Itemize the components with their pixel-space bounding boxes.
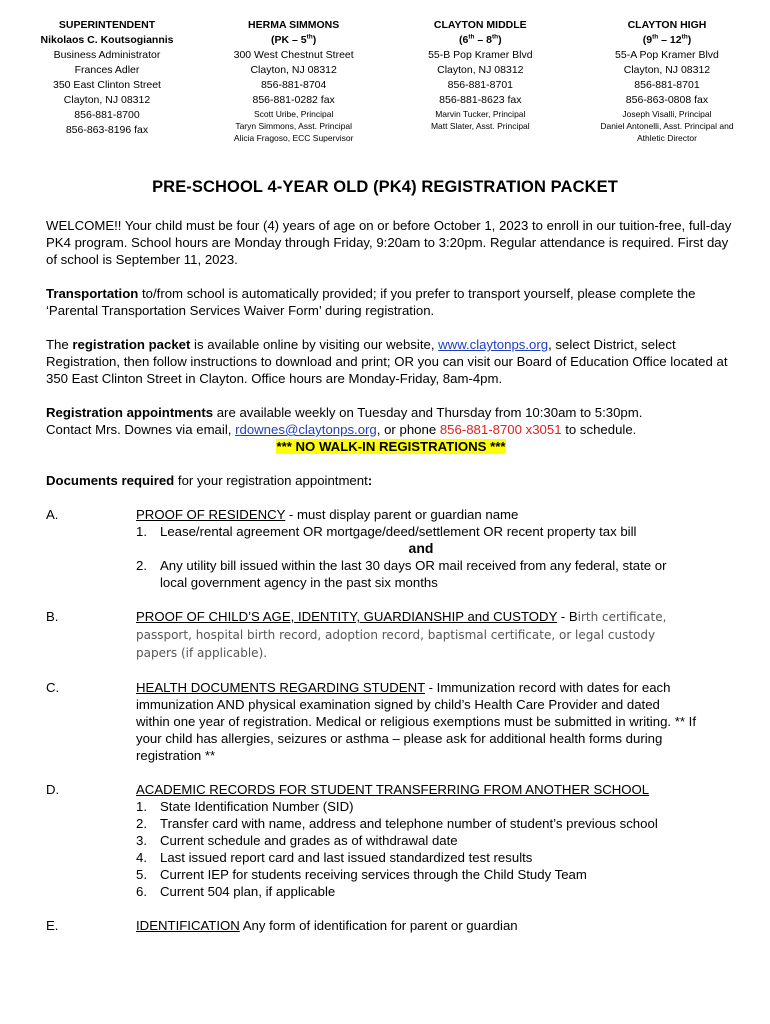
clayton-high-column: [574, 18, 760, 144]
address-line: Business Administrator: [53, 49, 161, 61]
item-academic-records: [46, 781, 736, 900]
staff-line: Alicia Fragoso, ECC Supervisor: [233, 133, 354, 143]
school-title: HERMA SIMMONS: [248, 19, 340, 31]
transportation-paragraph: Transportation to/from school is automatically provided; if you prefer to transport yourself, please complete the ‘Parental Transportation Services Waiver Form’ during registration.: [46, 286, 696, 318]
no-walk-in-notice: *** NO WALK-IN REGISTRATIONS ***: [276, 439, 506, 454]
phone-line: 856-881-8701: [634, 79, 700, 91]
address-line: 350 East Clinton Street: [53, 79, 161, 91]
superintendent-name: Nikolaos C. Koutsogiannis: [40, 34, 174, 46]
item-heading: PROOF OF RESIDENCY: [136, 507, 286, 522]
grade-range: (PK – 5th): [271, 33, 317, 46]
item-letter: D.: [46, 782, 60, 797]
fax-line: 856-881-8623 fax: [439, 94, 522, 106]
item-heading: ACADEMIC RECORDS FOR STUDENT TRANSFERRING FROM ANOTHER SCHOOL: [136, 782, 650, 797]
list-item: 2. Transfer card with name, address and telephone number of student’s previous school: [136, 816, 658, 831]
item-proof-of-residency: A. PROOF OF RESIDENCY - must display parent or guardian name 1. Lease/rental agreement OR mortgage/deed/settlement OR recent property tax bill and 2. Any utility bill issued within the last 30 days OR mail received from any federal, state or local government agency in the past six months: [46, 506, 736, 591]
fax-line: 856-881-0282 fax: [252, 94, 335, 106]
letterhead: [14, 18, 760, 144]
clayton-middle-column: [387, 18, 573, 144]
and-connector: and: [408, 540, 434, 556]
staff-line: Taryn Simmons, Asst. Principal: [235, 121, 352, 131]
item-identification: E. IDENTIFICATION Any form of identification for parent or guardian: [46, 918, 518, 933]
staff-line: Athletic Director: [636, 133, 697, 143]
phone-number: 856-881-8700 x3051: [439, 422, 562, 437]
website-link[interactable]: www.claytonps.org: [438, 337, 549, 352]
fax-line: 856-863-0808 fax: [625, 94, 709, 106]
item-heading: PROOF OF CHILD’S AGE, IDENTITY, GUARDIANSHIP and CUSTODY: [136, 609, 558, 624]
superintendent-column: [14, 18, 200, 144]
fax-line: 856-863-8196 fax: [65, 124, 149, 136]
list-item: 5. Current IEP for students receiving services through the Child Study Team: [136, 867, 587, 882]
transportation-label: Transportation: [46, 286, 139, 301]
address-line: 55-A Pop Kramer Blvd: [615, 49, 719, 61]
item-letter: E.: [46, 918, 59, 933]
phone-line: 856-881-8700: [74, 109, 140, 121]
list-item: 6. Current 504 plan, if applicable: [136, 884, 336, 899]
address-line: Clayton, NJ 08312: [623, 64, 711, 76]
list-item: 1. Lease/rental agreement OR mortgage/deed/settlement OR recent property tax bill: [136, 524, 637, 539]
welcome-paragraph: WELCOME!! Your child must be four (4) years of age on or before October 1, 2023 to enroll in our tuition-free, full-day PK4 program. School hours are Monday through Friday, 9:20am to 3:20pm. Regular attendance is required. First day of school is September 11, 2023.: [46, 218, 732, 267]
item-letter: A.: [46, 507, 59, 522]
address-line: 300 West Chestnut Street: [233, 49, 354, 61]
address-line: Clayton, NJ 08312: [63, 94, 151, 106]
email-link[interactable]: rdownes@claytonps.org: [235, 422, 377, 437]
documents-required-heading: Documents required for your registration appointment:: [46, 473, 373, 488]
staff-line: Marvin Tucker, Principal: [435, 109, 526, 119]
registration-packet-paragraph: The registration packet is available online by visiting our website, www.claytonps.org, select District, select Registration, then follow instructions to download and print; OR you can visit our Board of Education Office located at 350 East Clinton Street in Clayton. Office hours are Monday-Friday, 8am-4pm.: [46, 337, 728, 386]
item-letter: C.: [46, 680, 60, 695]
address-line: Clayton, NJ 08312: [437, 64, 524, 76]
document-title: PRE-SCHOOL 4-YEAR OLD (PK4) REGISTRATION PACKET: [152, 178, 618, 196]
school-title: CLAYTON MIDDLE: [433, 19, 527, 31]
phone-line: 856-881-8704: [260, 79, 327, 91]
document-body: [46, 217, 736, 934]
herma-simmons-column: [201, 18, 387, 144]
grade-range: (9th – 12th): [642, 33, 692, 46]
list-item: 1. State Identification Number (SID): [136, 799, 354, 814]
list-item: 2. Any utility bill issued within the last 30 days OR mail received from any federal, state or local government agency in the past six months: [136, 558, 667, 590]
phone-line: 856-881-8701: [447, 79, 513, 91]
grade-range: (6th – 8th): [458, 33, 502, 46]
address-line: Clayton, NJ 08312: [250, 64, 337, 76]
appointments-paragraph: Registration appointments are available weekly on Tuesday and Thursday from 10:30am to 5:30pm. Contact Mrs. Downes via email, rdownes@claytonps.org, or phone 856-881-8700 x3051 to schedule.: [46, 405, 643, 437]
staff-line: Matt Slater, Asst. Principal: [430, 121, 530, 131]
item-health-documents: C. HEALTH DOCUMENTS REGARDING STUDENT - Immunization record with dates for each immunization AND physical examination signed by child’s Health Care Provider and dated within one year of registration. Medical or religious exemptions must be submitted in writing. ** If your child has allergies, seizures or asthma – please ask for additional health forms during registration **: [46, 680, 696, 763]
superintendent-title: SUPERINTENDENT: [58, 19, 156, 31]
list-item: 4. Last issued report card and last issued standardized test results: [136, 850, 533, 865]
staff-line: Joseph Visalli, Principal: [622, 109, 712, 119]
staff-line: Scott Uribe, Principal: [253, 109, 334, 119]
item-letter: B.: [46, 609, 59, 624]
item-heading: IDENTIFICATION: [136, 918, 240, 933]
item-proof-of-age: B. PROOF OF CHILD’S AGE, IDENTITY, GUARDIANSHIP and CUSTODY - Birth certificate, passport, hospital birth record, adoption record, baptismal certificate, or legal custody papers (if applicable).: [46, 609, 667, 660]
item-heading: HEALTH DOCUMENTS REGARDING STUDENT: [136, 680, 425, 695]
list-item: 3. Current schedule and grades as of withdrawal date: [136, 833, 458, 848]
staff-line: Daniel Antonelli, Asst. Principal and: [600, 121, 734, 131]
address-line: 55-B Pop Kramer Blvd: [428, 49, 533, 61]
school-title: CLAYTON HIGH: [627, 19, 707, 31]
address-line: Frances Adler: [74, 64, 140, 76]
